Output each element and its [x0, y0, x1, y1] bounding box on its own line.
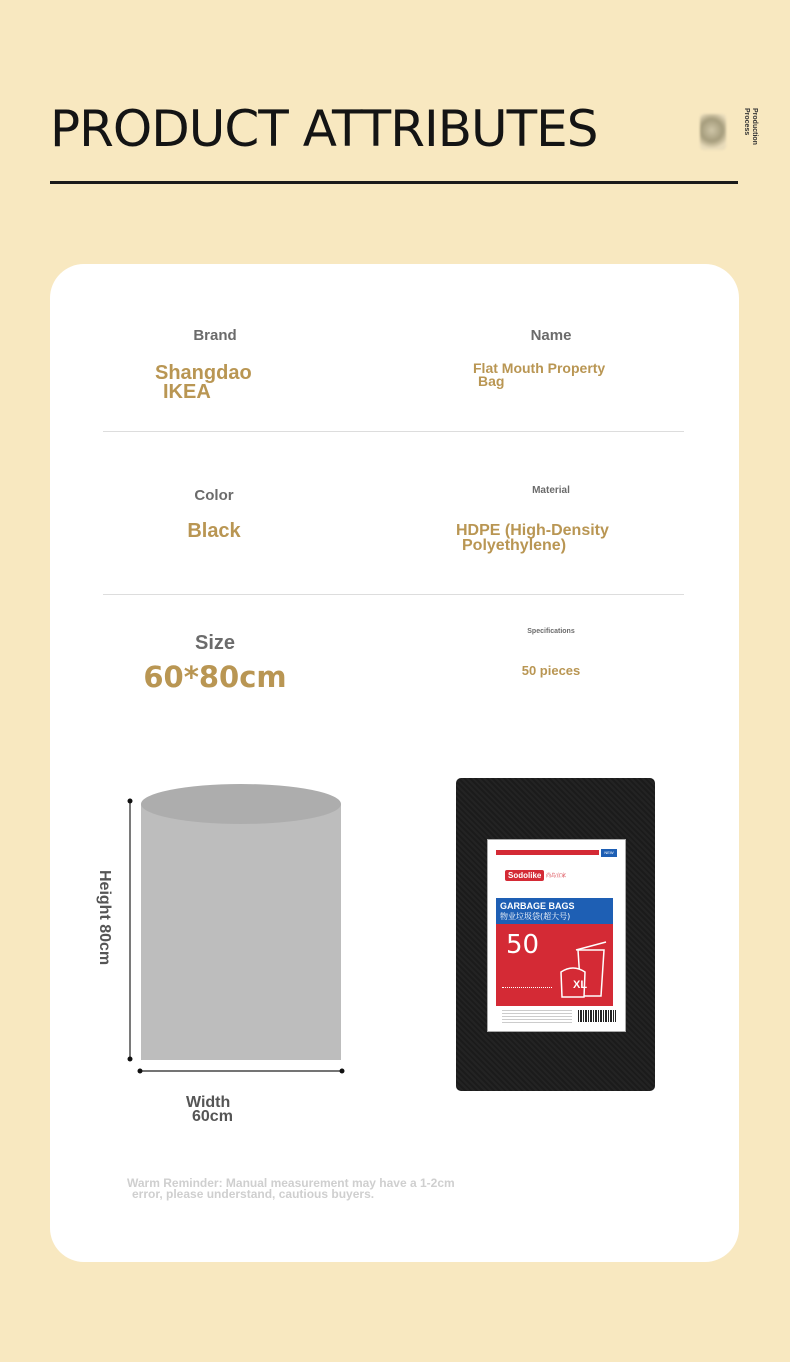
bag-opening	[141, 784, 341, 824]
bag-dimension-diagram	[120, 779, 360, 1079]
production-process-label: Production Process	[743, 108, 758, 145]
production-process-badge[interactable]	[698, 108, 758, 156]
width-dot-right	[340, 1069, 345, 1074]
attr-color	[154, 487, 274, 504]
attr-size-value: 60*80cm	[143, 660, 287, 694]
process-thumbnail-icon	[700, 114, 726, 150]
attr-material-value: HDPE (High-Density Polyethylene)	[456, 522, 609, 554]
row-divider	[103, 431, 684, 432]
bag-body	[141, 804, 341, 1060]
package-count: 50	[506, 930, 540, 960]
attr-name	[491, 327, 611, 344]
label-top-stripe	[496, 850, 599, 855]
width-dot-left	[138, 1069, 143, 1074]
attr-label: Size	[194, 632, 236, 654]
attr-label: Material	[532, 485, 570, 496]
page-title: PRODUCT ATTRIBUTES	[50, 100, 598, 158]
title-divider	[50, 181, 738, 184]
product-package	[456, 778, 655, 1091]
attr-label: Specifications	[527, 628, 575, 635]
attr-label: Color	[194, 487, 234, 504]
size-badge: XL	[573, 979, 588, 991]
attr-brand-value: Shangdao IKEA	[155, 362, 252, 403]
height-label: Height 80cm	[96, 870, 113, 966]
package-brand-logo: Sodolike	[505, 870, 544, 881]
attr-specifications-value: 50 pieces	[521, 663, 581, 678]
attr-name-value: Flat Mouth Property Bag	[473, 360, 606, 389]
package-title-panel: GARBAGE BAGS 物业垃圾袋(超大号)	[496, 898, 613, 924]
height-dot-bottom	[128, 1057, 133, 1062]
package-brand-sub: 尚岛宜家	[546, 873, 567, 879]
attr-label: Brand	[193, 327, 237, 344]
package-icons-row	[502, 987, 552, 995]
attr-brand	[155, 327, 275, 344]
width-label: Width 60cm	[186, 1094, 233, 1125]
attr-label: Name	[530, 327, 572, 344]
height-dot-top	[128, 799, 133, 804]
attr-color-value: Black	[187, 520, 241, 542]
attr-size	[155, 632, 275, 655]
warm-reminder: Warm Reminder: Manual measurement may have a 1-2cm error, please understand, cautious buyers.	[127, 1176, 455, 1201]
label-new-tag: NEW	[601, 849, 617, 857]
barcode-icon	[578, 1010, 616, 1022]
row-divider	[103, 594, 684, 595]
attr-material	[491, 485, 611, 496]
package-fine-print	[502, 1010, 572, 1024]
package-label	[487, 839, 626, 1032]
attr-specifications	[491, 628, 611, 635]
attributes-card	[50, 264, 739, 1262]
